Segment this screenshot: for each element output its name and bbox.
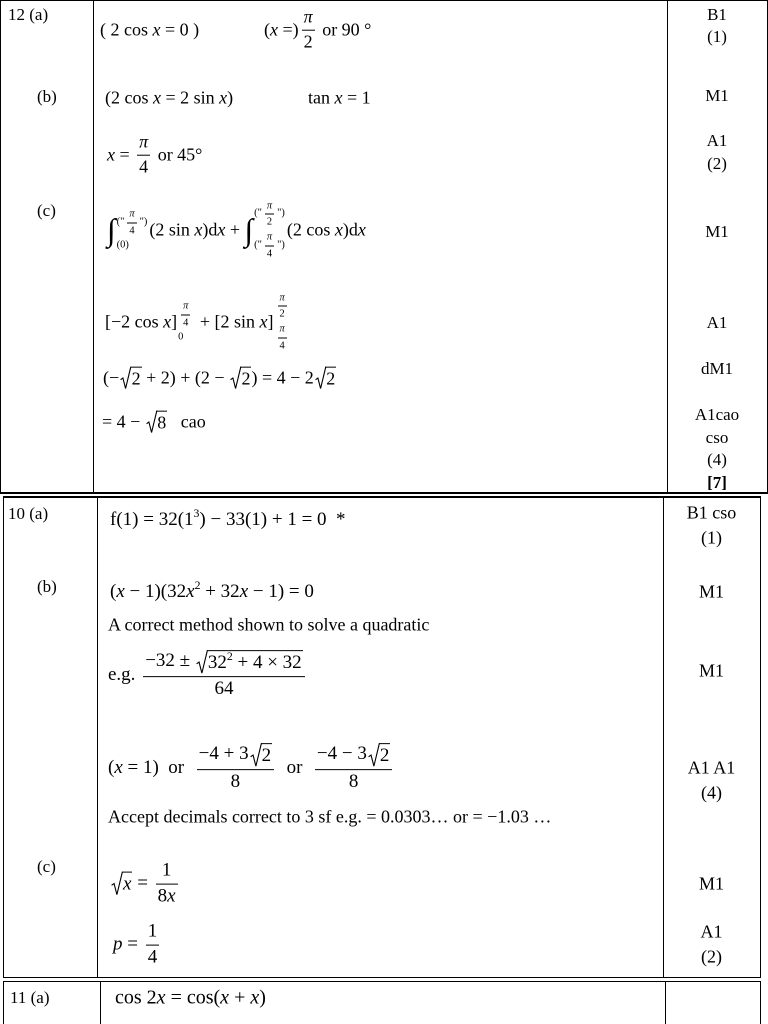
fraction <box>265 201 274 229</box>
math-text: = <box>122 934 143 956</box>
upper-limit <box>275 293 290 321</box>
math-variable: x <box>270 19 278 40</box>
math-variable: x <box>194 219 203 240</box>
math-text: + [2 sin <box>195 311 260 332</box>
math-text: − 1)(32 <box>124 581 187 603</box>
upper-limit <box>254 201 285 229</box>
integral <box>245 201 287 260</box>
math-variable: x <box>334 219 343 240</box>
math-text: 32 <box>207 652 227 674</box>
part-label: (b) <box>37 87 57 107</box>
math-text: (" <box>116 216 125 228</box>
mark: dM1 <box>700 359 734 379</box>
math-text: (" <box>254 207 262 219</box>
mark: A1 A1 <box>687 757 736 778</box>
working-line <box>107 201 366 260</box>
math-variable: x <box>156 986 166 1009</box>
mark: (2) <box>707 154 727 174</box>
math-variable: π <box>303 6 313 27</box>
working-line <box>110 581 314 603</box>
math-text: )d <box>202 219 218 240</box>
math-variable: x <box>250 986 260 1009</box>
math-text: = <box>115 144 135 165</box>
numerator <box>278 293 287 307</box>
math-variable: x <box>123 874 132 896</box>
mark: (4) <box>707 450 727 470</box>
radicand <box>325 367 336 390</box>
math-variable: p <box>113 934 123 956</box>
mark: M1 <box>705 86 729 106</box>
square-root <box>368 743 391 767</box>
limits <box>254 201 285 260</box>
radical-sign-stroke <box>121 367 132 388</box>
fraction <box>278 324 287 352</box>
math-text: ") <box>277 207 285 219</box>
mark: M1 <box>698 581 724 602</box>
math-text: = 0 ) <box>160 19 200 40</box>
math-text: 4 <box>139 156 149 177</box>
fraction <box>278 293 287 321</box>
math-text: [−2 cos <box>105 311 164 332</box>
math-text: + <box>229 986 251 1009</box>
math-variable: x <box>167 885 176 907</box>
working-line <box>105 88 233 109</box>
math-text: (2 cos <box>286 219 335 240</box>
fraction <box>315 743 392 793</box>
math-text: )d <box>342 219 358 240</box>
working-line <box>115 987 266 1010</box>
part-label: (c) <box>37 201 56 221</box>
math-variable: x <box>220 986 230 1009</box>
math-text: (2 sin <box>149 219 195 240</box>
math-variable: x <box>116 581 125 603</box>
column-divider <box>100 982 101 1024</box>
mark: A1cao <box>694 405 740 425</box>
working-line <box>107 133 202 178</box>
square-root <box>250 743 273 767</box>
math-text: ) − 33(1) + 1 = 0 * <box>199 509 346 531</box>
radical-sign <box>120 367 131 390</box>
math-text: 1 <box>147 920 158 942</box>
math-text: 8 <box>230 770 241 792</box>
math-text: = <box>132 873 153 895</box>
math-text: = cos( <box>165 986 221 1009</box>
limits <box>117 209 148 251</box>
math-text: 2 <box>226 650 233 664</box>
denominator <box>143 677 305 700</box>
denominator <box>181 315 190 328</box>
radical-sign <box>230 367 241 390</box>
upper-limit <box>117 209 148 237</box>
mark: A1 <box>706 313 728 333</box>
limits <box>178 301 193 343</box>
denominator <box>146 946 160 969</box>
numerator <box>197 743 274 770</box>
math-variable: x <box>239 581 249 603</box>
math-text: = 4 − <box>102 411 145 432</box>
denominator <box>265 215 274 228</box>
math-text: tan <box>308 87 335 108</box>
mark: B1 cso <box>686 502 737 523</box>
denominator <box>278 338 287 351</box>
denominator <box>265 246 274 259</box>
math-text: 8 <box>157 412 167 433</box>
math-text: ) <box>259 986 266 1009</box>
radical-sign-stroke <box>315 367 326 388</box>
math-text: 2 <box>261 745 272 767</box>
numerator <box>127 209 136 223</box>
math-text: 2 <box>131 368 141 389</box>
mark: M1 <box>698 873 724 894</box>
math-text: f(1) = 32(1 <box>110 509 194 531</box>
radical-sign-stroke <box>196 651 207 673</box>
denominator <box>315 770 392 793</box>
fraction <box>143 650 305 700</box>
fraction <box>302 8 315 53</box>
total-mark: [7] <box>707 473 727 493</box>
math-variable: x <box>107 144 115 165</box>
math-variable: π <box>279 323 285 335</box>
radicand <box>131 367 142 390</box>
working-line <box>100 20 199 41</box>
math-text: = 1) or <box>122 757 194 779</box>
math-text: −32 ± <box>145 650 195 672</box>
math-text: 2 <box>194 579 201 593</box>
math-text: ( <box>264 19 270 40</box>
lower-limit <box>178 332 193 343</box>
math-text: (2 cos <box>105 87 153 108</box>
math-text: 8 <box>157 885 168 907</box>
numerator <box>143 650 305 677</box>
method-note: Accept decimals correct to 3 sf e.g. = 0.0303… or = −1.03 … <box>108 806 552 827</box>
working-line <box>113 922 162 969</box>
math-text: or <box>277 757 312 779</box>
mark-scheme-table-q11 <box>3 981 761 1024</box>
math-text: ) <box>227 87 234 108</box>
radicand <box>261 743 273 767</box>
radicand <box>156 411 167 434</box>
fraction <box>137 133 150 178</box>
working-line <box>308 88 371 109</box>
math-variable: x <box>219 87 228 108</box>
square-root <box>315 367 336 390</box>
radical-sign <box>111 872 123 896</box>
working-line <box>105 293 292 352</box>
numerator <box>181 301 190 315</box>
question-label: 11 (a) <box>10 988 50 1008</box>
math-text: = 2 sin <box>161 87 220 108</box>
column-divider <box>665 982 666 1024</box>
math-text: 2 <box>266 216 273 228</box>
working-line <box>108 650 308 700</box>
mark: (4) <box>701 782 722 803</box>
math-variable: x <box>357 219 366 240</box>
lower-limit <box>275 324 290 352</box>
square-root <box>146 411 167 434</box>
math-text: cos 2 <box>115 986 157 1009</box>
radical-sign <box>368 743 380 767</box>
radical-sign-stroke <box>112 873 123 895</box>
denominator <box>197 770 274 793</box>
math-text: −4 + 3 <box>198 743 249 765</box>
limits <box>275 293 290 352</box>
math-text: ( <box>110 581 117 603</box>
working-line <box>108 743 395 793</box>
math-text: 2 <box>326 368 336 389</box>
denominator <box>278 307 287 320</box>
math-text: + 4 × 32 <box>232 652 302 674</box>
numerator <box>302 8 315 31</box>
denominator <box>137 156 150 178</box>
math-text: ( <box>108 757 115 779</box>
math-variable: x <box>334 87 343 108</box>
math-text: 4 <box>129 225 135 237</box>
math-text: ") <box>139 216 148 228</box>
math-variable: x <box>163 311 172 332</box>
math-text: 4 <box>266 248 273 260</box>
math-text: 1 <box>161 859 172 881</box>
superscript <box>194 508 200 520</box>
math-variable: π <box>279 292 285 304</box>
working-line <box>110 509 346 531</box>
upper-limit <box>178 301 193 329</box>
lower-limit <box>254 232 285 260</box>
numerator <box>156 861 178 885</box>
square-root <box>120 367 141 390</box>
mark-scheme-table-q12 <box>0 0 768 494</box>
math-text: e.g. <box>108 664 141 686</box>
radical-sign <box>196 650 208 674</box>
part-label: (b) <box>37 577 57 597</box>
working-line <box>264 8 371 53</box>
numerator <box>315 743 392 770</box>
math-variable: x <box>217 219 226 240</box>
superscript <box>195 580 201 592</box>
math-text: ") <box>277 239 285 251</box>
numerator <box>137 133 150 156</box>
mark-scheme-table-q10 <box>3 496 761 978</box>
mark: (2) <box>701 946 722 967</box>
square-root <box>196 650 303 674</box>
radicand <box>240 367 251 390</box>
working-line <box>103 367 336 390</box>
math-text: (0) <box>116 239 129 251</box>
math-text: 2 <box>279 308 285 320</box>
mark: (1) <box>701 527 722 548</box>
math-text: −4 − 3 <box>316 743 367 765</box>
radicand <box>379 743 391 767</box>
denominator <box>302 31 315 53</box>
method-note: A correct method shown to solve a quadratic <box>108 614 430 635</box>
math-text: cao <box>167 411 206 432</box>
math-text: or 45° <box>153 144 203 165</box>
math-text: + 2) + (2 − <box>141 367 230 388</box>
numerator <box>146 922 160 946</box>
working-line <box>102 411 206 434</box>
integral-sign: ∫ <box>107 212 116 248</box>
radical-sign <box>250 743 262 767</box>
part-label: (c) <box>37 857 56 877</box>
radical-sign <box>146 411 157 434</box>
question-label: 10 (a) <box>8 504 49 524</box>
math-text: + <box>225 219 245 240</box>
math-text: 3 <box>193 507 200 521</box>
math-text: 2 <box>303 31 313 52</box>
radical-sign-stroke <box>368 744 379 766</box>
math-text: or 90 ° <box>317 19 372 40</box>
math-text: ] <box>267 311 274 332</box>
numerator <box>265 232 274 246</box>
fraction <box>127 209 136 237</box>
mark: A1 <box>700 921 723 942</box>
math-text: 8 <box>348 770 359 792</box>
radical-sign-stroke <box>231 367 242 388</box>
math-variable: x <box>186 581 195 603</box>
math-text: (" <box>254 239 262 251</box>
column-divider <box>97 498 98 977</box>
radicand <box>122 872 132 896</box>
superscript <box>227 651 233 663</box>
math-text: 0 <box>178 331 184 343</box>
mark: M1 <box>705 222 729 242</box>
radicand <box>207 650 303 674</box>
fraction <box>181 301 190 329</box>
math-variable: π <box>266 231 273 243</box>
radical-sign-stroke <box>250 744 261 766</box>
math-text: = 1 <box>342 87 371 108</box>
lower-limit <box>117 240 148 251</box>
math-text: ] <box>171 311 178 332</box>
mark: cso <box>705 428 729 448</box>
math-text: ) = 4 − 2 <box>251 367 314 388</box>
radical-sign <box>315 367 326 390</box>
math-text: ( 2 cos <box>100 19 153 40</box>
working-line <box>110 861 181 908</box>
numerator <box>278 324 287 338</box>
math-variable: x <box>114 757 123 779</box>
square-root <box>230 367 251 390</box>
mark: M1 <box>698 660 724 681</box>
integral <box>107 209 149 251</box>
math-text: − 1) = 0 <box>248 581 314 603</box>
column-divider <box>93 1 94 492</box>
math-variable: x <box>152 19 161 40</box>
denominator <box>127 223 136 236</box>
math-text: 64 <box>214 677 234 699</box>
math-text: 4 <box>279 340 285 352</box>
math-text: 4 <box>147 946 158 968</box>
math-text: 4 <box>183 317 189 329</box>
math-text: 2 <box>241 368 251 389</box>
fraction <box>265 232 274 260</box>
fraction <box>156 861 178 908</box>
math-text: (− <box>103 367 120 388</box>
fraction <box>146 922 160 969</box>
math-variable: π <box>129 208 135 220</box>
math-variable: π <box>183 300 189 312</box>
fraction <box>197 743 274 793</box>
square-root <box>111 872 132 896</box>
radical-sign-stroke <box>146 411 157 432</box>
integral-sign: ∫ <box>244 212 254 248</box>
mark: A1 <box>706 131 728 151</box>
math-text: =) <box>278 19 299 40</box>
question-label: 12 (a) <box>8 5 49 25</box>
math-variable: π <box>139 131 149 152</box>
math-variable: x <box>153 87 161 108</box>
numerator <box>265 201 274 215</box>
mark: (1) <box>707 27 727 47</box>
denominator <box>156 885 178 908</box>
mark: B1 <box>707 5 727 25</box>
math-text: 2 <box>379 745 390 767</box>
math-variable: x <box>259 311 268 332</box>
column-divider <box>663 498 664 977</box>
math-text: + 32 <box>200 581 240 603</box>
math-variable: π <box>266 200 273 212</box>
